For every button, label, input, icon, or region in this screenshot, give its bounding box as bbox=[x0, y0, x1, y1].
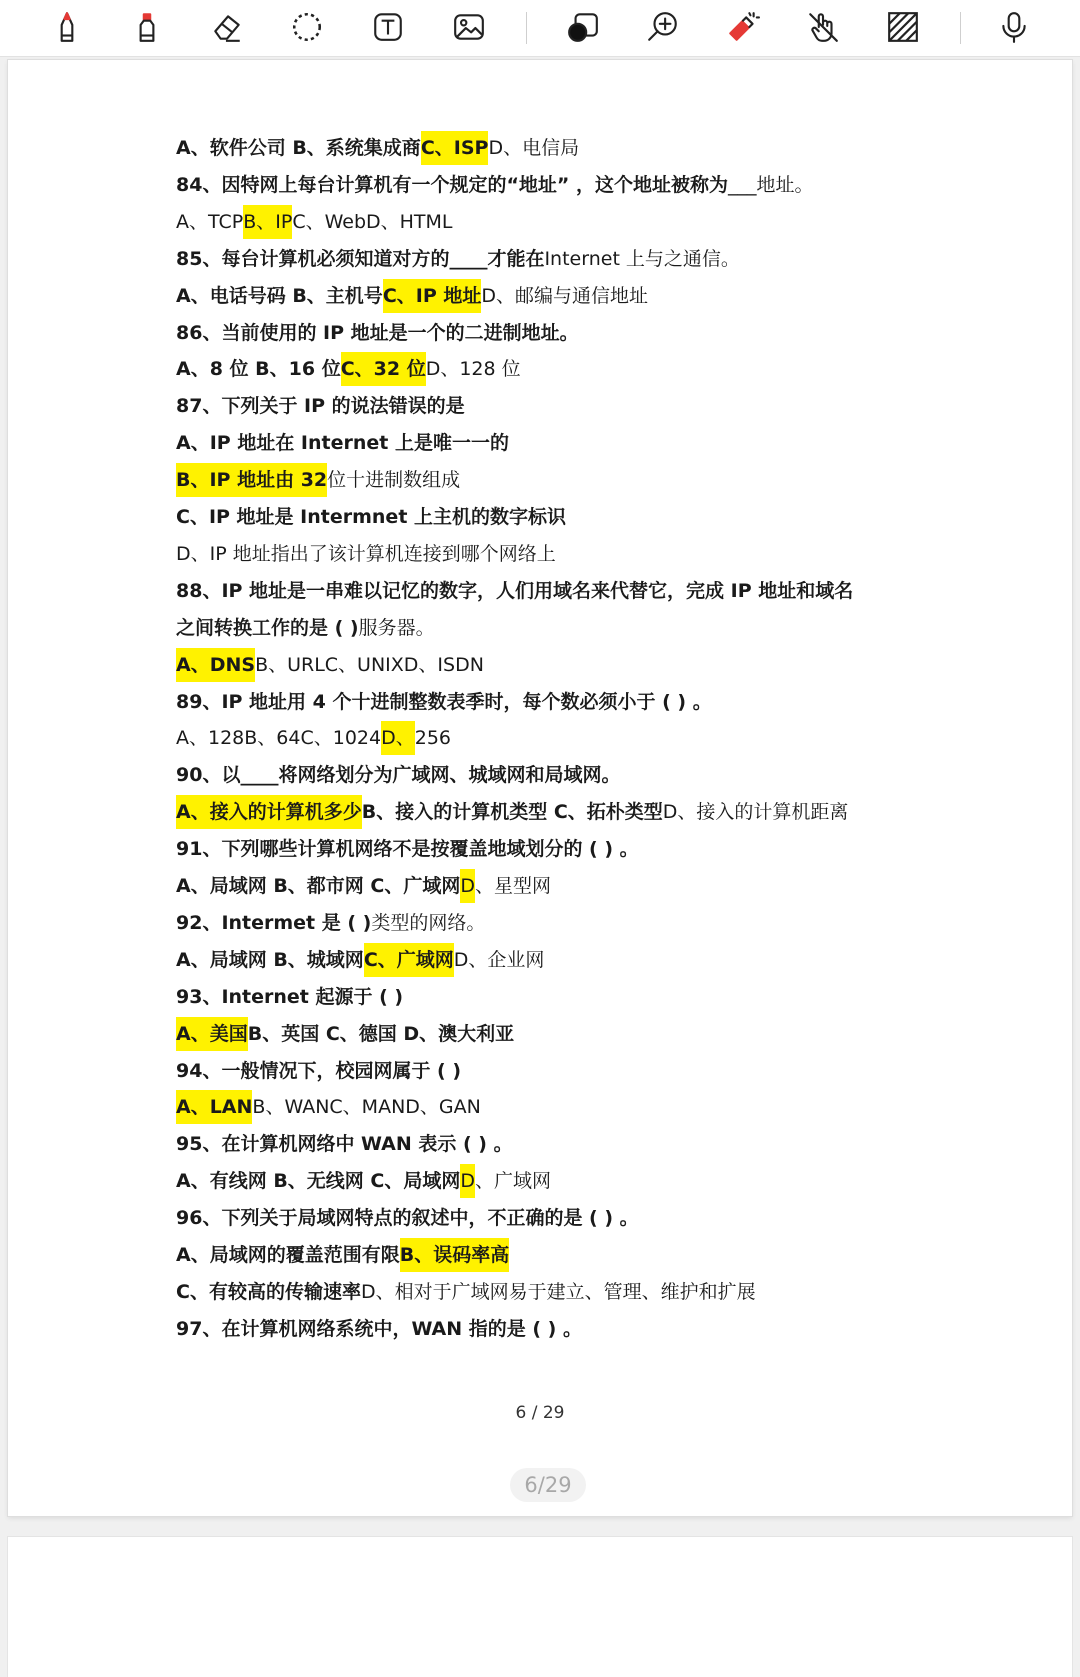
highlighted-answer: A、LAN bbox=[176, 1090, 252, 1124]
document-line bbox=[176, 1017, 514, 1051]
highlighted-answer: C、ISP bbox=[421, 131, 489, 165]
document-line bbox=[176, 131, 579, 165]
highlighted-answer: A、接入的计算机多少 bbox=[176, 795, 362, 829]
document-line bbox=[176, 389, 465, 423]
page-footer-number: 6 / 29 bbox=[515, 1403, 565, 1423]
text-segment: C、WebD、HTML bbox=[292, 210, 453, 233]
document-line bbox=[176, 352, 521, 386]
highlighter-icon[interactable] bbox=[126, 6, 168, 48]
highlighted-answer: D bbox=[460, 1164, 475, 1198]
text-segment: 位十进制数组成 bbox=[327, 469, 461, 492]
text-segment: A、8 位 B、16 位 bbox=[176, 358, 341, 381]
document-line bbox=[176, 1238, 509, 1272]
text-segment: 95、在计算机网络中 WAN 表示 ( ) 。 bbox=[176, 1133, 513, 1156]
text-segment: 90、以____将网络划分为广域网、城域网和局域网。 bbox=[176, 764, 621, 787]
document-line bbox=[176, 500, 566, 534]
document-line bbox=[176, 537, 556, 571]
next-page-preview[interactable] bbox=[8, 1537, 1072, 1677]
highlighted-answer: D、 bbox=[381, 721, 415, 755]
text-segment: Internet 上与之通信。 bbox=[544, 247, 740, 270]
document-line bbox=[176, 1090, 481, 1124]
document-line bbox=[176, 980, 403, 1014]
highlighted-answer: A、DNS bbox=[176, 648, 255, 682]
document-line bbox=[176, 648, 484, 682]
text-segment: 86、当前使用的 IP 地址是一个的二进制地址。 bbox=[176, 321, 579, 344]
document-line bbox=[176, 721, 451, 755]
text-segment: 97、在计算机网络系统中，WAN 指的是 ( ) 。 bbox=[176, 1317, 582, 1340]
text-segment: B、URLC、UNIXD、ISDN bbox=[255, 653, 484, 676]
text-segment: B、WANC、MAND、GAN bbox=[252, 1096, 481, 1119]
text-segment: A、IP 地址在 Internet 上是唯一一的 bbox=[176, 432, 509, 455]
text-segment: 、星型网 bbox=[475, 875, 552, 897]
text-box-icon[interactable] bbox=[367, 6, 409, 48]
text-segment: D、相对于广域网易于建立、管理、维护和扩展 bbox=[360, 1280, 756, 1303]
touch-disable-icon[interactable] bbox=[802, 6, 844, 48]
document-line bbox=[176, 906, 485, 940]
document-line bbox=[176, 1054, 461, 1088]
text-segment: A、局域网的覆盖范围有限 bbox=[176, 1244, 400, 1266]
highlighted-answer: A、美国 bbox=[176, 1017, 248, 1051]
text-segment: 94、一般情况下，校园网属于 ( ) bbox=[176, 1059, 462, 1082]
text-segment: B、英国 C、德国 D、澳大利亚 bbox=[247, 1022, 515, 1045]
document-line bbox=[176, 832, 639, 866]
page-pattern-icon[interactable] bbox=[882, 6, 924, 48]
document-line bbox=[176, 611, 435, 645]
document-line bbox=[176, 758, 620, 792]
text-segment: B、接入的计算机类型 C、拓朴类型 bbox=[361, 801, 663, 824]
highlighted-answer: B、误码率高 bbox=[400, 1238, 509, 1272]
text-segment: 类型的网络。 bbox=[371, 911, 486, 934]
text-segment: 85、每台计算机必须知道对方的____才能在 bbox=[176, 247, 545, 270]
text-segment: A、TCP bbox=[176, 210, 244, 233]
text-segment: A、局域网 B、都市网 C、广域网 bbox=[176, 875, 461, 897]
document-line bbox=[176, 316, 579, 350]
document-line bbox=[176, 242, 740, 276]
text-segment: D、接入的计算机距离 bbox=[662, 801, 849, 824]
text-segment: 服务器。 bbox=[358, 616, 435, 639]
text-segment: 之间转换工作的是 ( ) bbox=[176, 616, 359, 639]
text-segment: C、有较高的传输速率 bbox=[176, 1280, 361, 1303]
document-line bbox=[176, 279, 648, 313]
text-segment: A、电话号码 B、主机号 bbox=[176, 284, 383, 307]
highlighted-answer: D bbox=[460, 869, 475, 903]
document-line bbox=[176, 1312, 582, 1346]
document-line bbox=[176, 426, 509, 460]
text-segment: A、128B、64C、1024 bbox=[176, 727, 382, 750]
text-segment: D、企业网 bbox=[453, 948, 545, 971]
document-line bbox=[176, 1201, 639, 1235]
document-page[interactable] bbox=[8, 60, 1072, 1516]
highlighted-answer: C、32 位 bbox=[341, 352, 426, 386]
text-segment: A、软件公司 B、系统集成商 bbox=[176, 137, 421, 159]
shapes-icon[interactable] bbox=[562, 6, 604, 48]
text-segment: 91、下列哪些计算机网络不是按覆盖地域划分的 ( ) 。 bbox=[176, 838, 639, 861]
pen-icon[interactable] bbox=[46, 6, 88, 48]
text-segment: D、邮编与通信地址 bbox=[481, 284, 649, 307]
highlighted-answer: C、IP 地址 bbox=[383, 279, 482, 313]
annotation-toolbar bbox=[0, 0, 1080, 57]
highlighted-answer: B、IP bbox=[243, 205, 292, 239]
document-line bbox=[176, 205, 453, 239]
toolbar-divider bbox=[960, 12, 961, 44]
document-line bbox=[176, 869, 551, 903]
page-indicator: 6/29 bbox=[510, 1468, 586, 1502]
document-line bbox=[176, 795, 848, 829]
text-segment: 92、Intermet 是 ( ) bbox=[176, 911, 372, 934]
text-segment: A、局域网 B、城域网 bbox=[176, 948, 364, 971]
document-line bbox=[176, 1275, 756, 1309]
text-segment: 96、下列关于局域网特点的叙述中，不正确的是 ( ) 。 bbox=[176, 1207, 639, 1230]
highlighted-answer: C、广域网 bbox=[364, 943, 454, 977]
text-segment: ___地址。 bbox=[728, 173, 814, 196]
text-segment: 87、下列关于 IP 的说法错误的是 bbox=[176, 395, 465, 418]
microphone-icon[interactable] bbox=[993, 6, 1035, 48]
text-segment: C、IP 地址是 Intermnet 上主机的数字标识 bbox=[176, 506, 567, 528]
text-segment: 84、因特网上每台计算机有一个规定的“地址” ，这个地址被称为 bbox=[176, 173, 729, 196]
toolbar-divider bbox=[526, 12, 527, 44]
document-line bbox=[176, 1127, 513, 1161]
document-line bbox=[176, 463, 460, 497]
image-icon[interactable] bbox=[448, 6, 490, 48]
document-line bbox=[176, 1164, 551, 1198]
text-segment: 93、Internet 起源于 ( ) bbox=[176, 985, 404, 1008]
document-line bbox=[176, 685, 712, 719]
zoom-in-icon[interactable] bbox=[642, 6, 684, 48]
highlighted-answer: B、IP 地址由 32 bbox=[176, 463, 327, 497]
document-line bbox=[176, 168, 814, 202]
text-segment: 256 bbox=[414, 727, 452, 750]
lasso-icon[interactable] bbox=[286, 6, 328, 48]
text-segment: D、128 位 bbox=[425, 358, 521, 381]
text-segment: 88、IP 地址是一串难以记忆的数字，人们用域名来代替它，完成 IP 地址和域名 bbox=[176, 579, 854, 602]
text-segment: 89、IP 地址用 4 个十进制整数表季时，每个数必须小于 ( ) 。 bbox=[176, 690, 712, 713]
document-line bbox=[176, 943, 544, 977]
laser-pointer-icon[interactable] bbox=[722, 6, 764, 48]
text-segment: A、有线网 B、无线网 C、局域网 bbox=[176, 1170, 461, 1193]
text-segment: D、IP 地址指出了该计算机连接到哪个网络上 bbox=[176, 542, 556, 565]
text-segment: D、电信局 bbox=[488, 137, 580, 159]
text-segment: 、广域网 bbox=[475, 1170, 552, 1193]
eraser-icon[interactable] bbox=[206, 6, 248, 48]
document-line bbox=[176, 574, 853, 608]
